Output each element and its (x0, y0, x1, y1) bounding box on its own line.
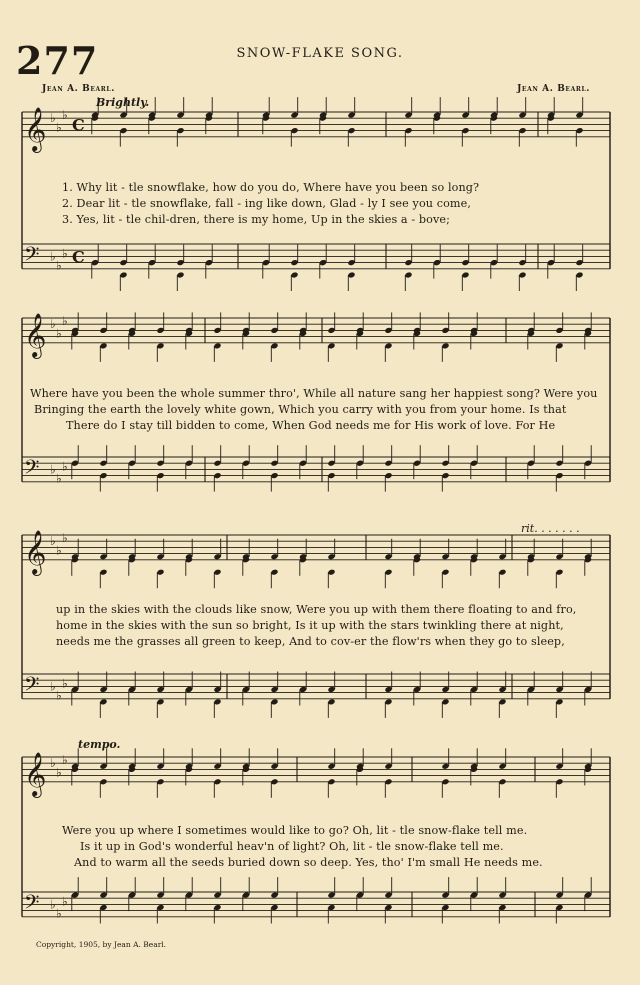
tempo-marking-tempo: tempo. (78, 738, 121, 751)
flat-sign: ♭ (62, 314, 68, 329)
treble-clef: 𝄞 (24, 106, 47, 151)
flat-sign: ♭ (50, 111, 56, 126)
lyric-s2-v1: Where have you been the whole summer thro', While all nature sang her happiest song? Were you (30, 387, 598, 400)
treble-clef: 𝄞 (24, 312, 47, 357)
flat-sign: ♭ (56, 765, 62, 780)
bass-clef: 𝄢 (24, 672, 40, 701)
flat-sign: ♭ (62, 676, 68, 691)
hymn-number: 277 (16, 38, 99, 83)
music-composer: Jean A. Bearl. (517, 84, 590, 94)
flat-sign: ♭ (50, 756, 56, 771)
flat-sign: ♭ (50, 679, 56, 694)
flat-sign: ♭ (56, 906, 62, 921)
flat-sign: ♭ (62, 894, 68, 909)
flat-sign: ♭ (50, 534, 56, 549)
flat-sign: ♭ (62, 753, 68, 768)
tempo-marking-rit: rit. . . . . . . (521, 522, 580, 535)
treble-clef: 𝄞 (24, 529, 47, 574)
lyric-s1-v3: 3. Yes, lit - tle chil-dren, there is my home, Up in the skies a - bove; (62, 213, 451, 226)
copyright-notice: Copyright, 1905, by Jean A. Bearl. (36, 940, 167, 949)
time-signature: C (72, 115, 85, 135)
flat-sign: ♭ (50, 249, 56, 264)
flat-sign: ♭ (62, 459, 68, 474)
treble-clef: 𝄞 (24, 751, 47, 796)
lyric-s1-v1: 1. Why lit - tle snowflake, how do you do, Where have you been so long? (62, 181, 480, 194)
flat-sign: ♭ (56, 688, 62, 703)
flat-sign: ♭ (56, 258, 62, 273)
flat-sign: ♭ (56, 543, 62, 558)
flat-sign: ♭ (56, 471, 62, 486)
time-signature: C (72, 247, 85, 267)
flat-sign: ♭ (56, 326, 62, 341)
flat-sign: ♭ (50, 897, 56, 912)
bass-clef: 𝄢 (24, 455, 40, 484)
lyric-s2-v3: There do I stay till bidden to come, When God needs me for His work of love. For He (66, 419, 556, 432)
lyric-s4-v2: Is it up in God's wonderful heav'n of light? Oh, lit - tle snow-flake tell me. (80, 840, 504, 853)
lyric-s3-v2: home in the skies with the sun so bright, Is it up with the stars twinkling there at night, (56, 619, 564, 632)
flat-sign: ♭ (50, 462, 56, 477)
lyric-s4-v1: Were you up where I sometimes would like to go? Oh, lit - tle snow-flake tell me. (62, 824, 528, 837)
hymn-title: SNOW-FLAKE SONG. (236, 46, 404, 61)
lyric-s2-v2: Bringing the earth the lovely white gown, Which you carry with you from your home. Is that (34, 403, 567, 416)
flat-sign: ♭ (62, 246, 68, 261)
words-author: Jean A. Bearl. (42, 84, 115, 94)
lyric-s3-v3: needs me the grasses all green to keep, And to cov-er the flow'rs when they go to sleep, (56, 635, 565, 648)
lyric-s4-v3: And to warm all the seeds buried down so deep. Yes, tho' I'm small He needs me. (74, 856, 543, 869)
flat-sign: ♭ (62, 108, 68, 123)
bass-clef: 𝄢 (24, 242, 40, 271)
flat-sign: ♭ (50, 317, 56, 332)
bass-clef: 𝄢 (24, 890, 40, 919)
tempo-marking-brightly: Brightly. (96, 96, 150, 109)
lyric-s1-v2: 2. Dear lit - tle snowflake, fall - ing like down, Glad - ly I see you come, (62, 197, 472, 210)
flat-sign: ♭ (56, 120, 62, 135)
flat-sign: ♭ (62, 531, 68, 546)
lyric-s3-v1: up in the skies with the clouds like snow, Were you up with them there floating to and fro, (56, 603, 577, 616)
